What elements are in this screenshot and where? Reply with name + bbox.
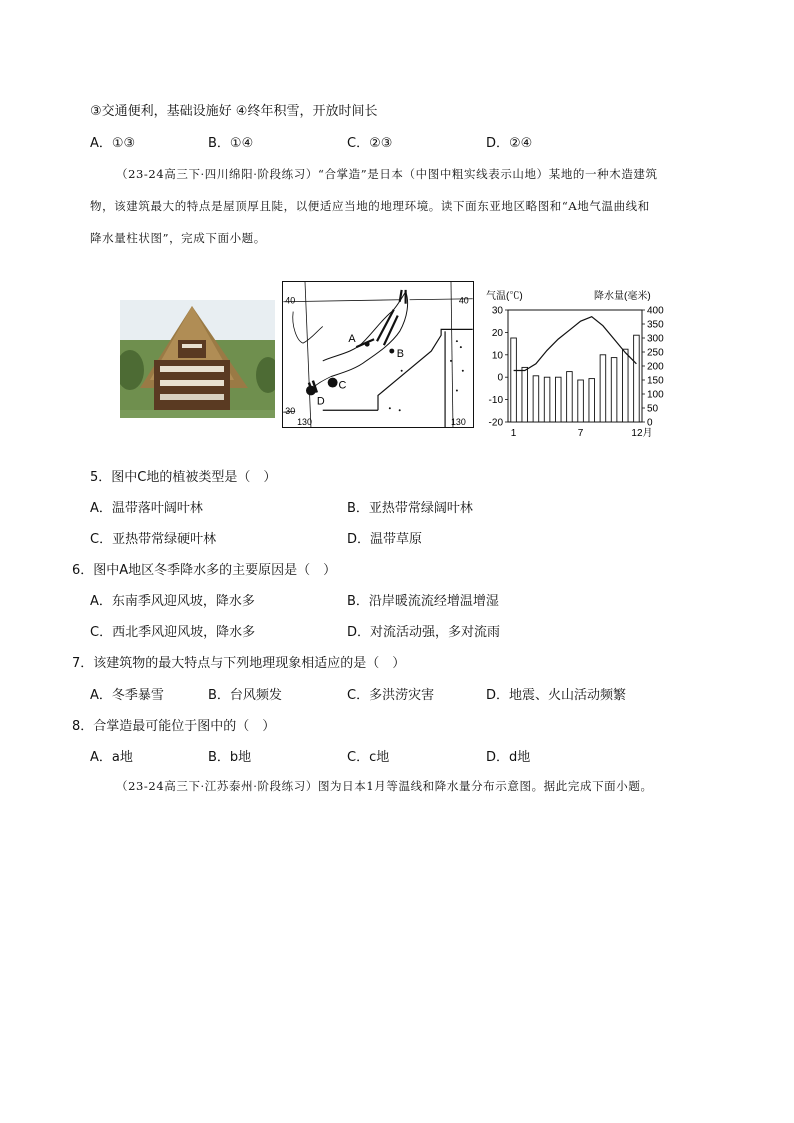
question-6-stem: 6．图中A地区冬季降水多的主要原因是（ ） [72,563,337,578]
month-tick-label: 1 [510,428,517,439]
intro-line-1: （23-24高三下·四川绵阳·阶段练习）“合掌造”是日本（中图中粗实线表示山地）某地的一种木造建筑 [116,167,658,181]
prev-option-a[interactable]: A．①③ [90,136,136,151]
question-5-stem: 5．图中C地的植被类型是（ ） [90,470,277,485]
precip-bar [634,335,640,422]
q7-option-a[interactable]: A．冬季暴雪 [90,688,164,703]
precip-tick-label: 100 [647,389,664,401]
temp-tick-label: 10 [491,350,503,362]
precip-bar [511,338,517,422]
climate-chart [482,286,672,442]
temp-tick-label: 20 [491,327,503,339]
precip-bar [533,376,539,422]
q6-option-d[interactable]: D．对流活动强，多对流雨 [347,625,501,640]
q7-option-c[interactable]: C．多洪涝灾害 [347,688,435,703]
previous-question-line: ③交通便利，基础设施好 ④终年积雪，开放时间长 [90,104,378,119]
precip-bar [578,380,584,422]
temp-tick-label: 30 [491,305,503,317]
intro-line-3: 降水量柱状图”，完成下面小题。 [90,231,266,245]
map-lat-40-left: 40 [285,295,296,306]
precip-bar [567,372,573,422]
map-lat-30: 30 [285,406,296,417]
precip-tick-label: 400 [647,305,664,317]
intro-line-2: 物，该建筑最大的特点是屋顶厚且陡，以便适应当地的地理环境。读下面东亚地区略图和“A地气温曲线和 [90,199,650,213]
q7-option-b[interactable]: B．台风频发 [208,688,282,703]
precip-tick-label: 350 [647,319,664,331]
map-label-d: D [316,395,325,408]
month-tick-label: 7 [577,428,584,439]
q5-option-a[interactable]: A．温带落叶阔叶林 [90,501,203,516]
q5-option-b[interactable]: B．亚热带常绿阔叶林 [347,501,473,516]
precip-bar [611,358,617,422]
precip-tick-label: 250 [647,347,664,359]
gassho-house-photo [120,300,275,418]
precip-tick-label: 150 [647,375,664,387]
map-lon-130-left: 130 [297,417,312,428]
precip-axis-label: 降水量(毫米) [594,291,651,302]
map-lat-40-right: 40 [458,295,469,306]
question-7-stem: 7．该建筑物的最大特点与下列地理现象相适应的是（ ） [72,656,406,671]
prev-option-d[interactable]: D．②④ [486,136,533,151]
q8-option-d[interactable]: D．d地 [486,750,531,765]
next-intro: （23-24高三下·江苏泰州·阶段练习）图为日本1月等温线和降水量分布示意图。据此完成下面小题。 [116,779,653,793]
temp-tick-label: 0 [497,372,503,384]
prev-option-b[interactable]: B．①④ [208,136,254,151]
q6-option-a[interactable]: A．东南季风迎风坡，降水多 [90,594,255,609]
q6-option-b[interactable]: B．沿岸暖流流经增温增湿 [347,594,499,609]
precip-bar [600,355,606,422]
precip-bar [622,349,628,422]
q6-option-c[interactable]: C．西北季风迎风坡，降水多 [90,625,256,640]
temp-axis-label: 气温(℃) [486,291,523,302]
temp-tick-label: -20 [488,417,503,429]
precip-tick-label: 300 [647,333,664,345]
map-label-b: B [396,347,404,360]
precip-tick-label: 0 [647,417,653,429]
map-label-c: C [338,379,347,392]
prev-option-c[interactable]: C．②③ [347,136,393,151]
question-8-stem: 8．合掌造最可能位于图中的（ ） [72,719,276,734]
east-asia-map [282,281,474,428]
q8-option-c[interactable]: C．c地 [347,750,390,765]
precip-bar [522,367,528,422]
plot-frame [508,310,642,422]
q8-option-b[interactable]: B．b地 [208,750,252,765]
q5-option-d[interactable]: D．温带草原 [347,532,423,547]
q8-option-a[interactable]: A．a地 [90,750,133,765]
map-lon-130-right: 130 [450,417,466,428]
precip-bar [544,377,550,422]
precip-tick-label: 200 [647,361,664,373]
q7-option-d[interactable]: D．地震、火山活动频繁 [486,688,627,703]
month-tick-label: 12月 [631,428,653,439]
temp-tick-label: -10 [488,395,503,407]
temperature-line [514,317,637,371]
precip-tick-label: 50 [647,403,659,415]
precip-bar [555,377,561,422]
map-label-a: A [348,333,356,346]
precip-bar [589,379,595,422]
q5-option-c[interactable]: C．亚热带常绿硬叶林 [90,532,217,547]
